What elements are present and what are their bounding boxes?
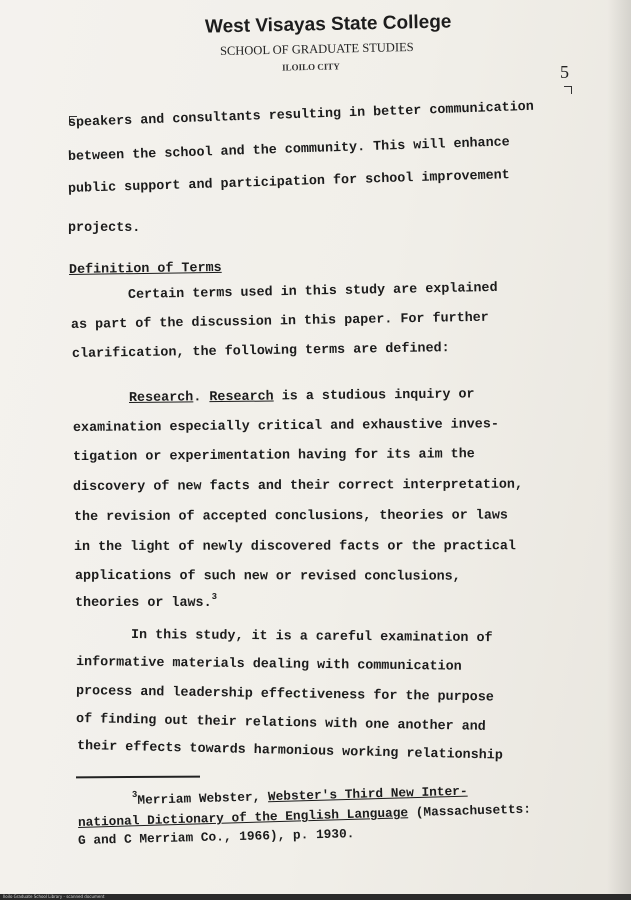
college-name: West Visayas State College — [204, 11, 452, 38]
school-name: SCHOOL OF GRADUATE STUDIES — [219, 39, 414, 59]
text-line: Certain terms used in this study are explained — [127, 280, 498, 303]
footnote-title: Webster's Third New Inter- — [267, 783, 468, 805]
footnote-author: Merriam Webster, — [137, 789, 269, 808]
footnote-reference: 3 — [211, 592, 218, 602]
definition-last-line — [75, 592, 217, 611]
definition-text: is a studious inquiry or — [281, 387, 475, 405]
footnote-line: G and C Merriam Co., 1966), p. 1930. — [77, 826, 355, 848]
term-repeat: Research — [209, 389, 274, 406]
text-line: applications of such new or revised conclusions, — [74, 569, 461, 585]
term-separator: . — [193, 390, 210, 406]
footnote-number: 3 — [131, 789, 138, 800]
definition-first-line — [129, 387, 475, 406]
text-line: clarification, the following terms are defined: — [71, 341, 450, 362]
text-line: their effects towards harmonious working relationship — [76, 739, 503, 764]
footnote-separator — [76, 776, 200, 779]
footnote-title-cont: national Dictionary of the English Language — [77, 805, 409, 830]
scan-caption: Iloilo Graduate School Library - scanned document — [3, 894, 105, 899]
text-line: informative materials dealing with communication — [75, 655, 462, 675]
term-label: Research — [128, 390, 194, 406]
text-line: theories or laws. — [75, 596, 212, 611]
footnote-publisher: (Massachusetts: — [407, 801, 532, 821]
page-edge-shadow — [607, 0, 631, 900]
page-number: 5 — [560, 62, 569, 82]
text-line: public support and participation for school improvement — [67, 168, 510, 197]
footnote-line — [132, 781, 468, 808]
section-heading: Definition of Terms — [68, 260, 222, 278]
text-line: as part of the discussion in this paper. For further — [70, 310, 489, 333]
text-line: the revision of accepted conclusions, theories or laws — [73, 508, 508, 525]
text-line: of finding out their relations with one another and — [75, 712, 486, 735]
text-line: between the school and the community. This will enhance — [67, 135, 510, 165]
text-line: In this study, it is a careful examination of — [130, 628, 493, 647]
text-line: discovery of new facts and their correct interpretation, — [72, 477, 524, 495]
text-line: process and leadership effectiveness for the purpose — [75, 684, 494, 706]
text-line: projects. — [68, 221, 141, 236]
corner-mark-top-right — [564, 86, 572, 94]
text-line: tigation or experimentation having for its aim the — [72, 447, 475, 465]
text-line: speakers and consultants resulting in better communication — [67, 99, 535, 131]
text-line: examination especially critical and exhaustive inves- — [72, 417, 499, 436]
city-name: ILOILO CITY — [281, 61, 340, 73]
text-line: in the light of newly discovered facts or the practical — [73, 539, 516, 555]
